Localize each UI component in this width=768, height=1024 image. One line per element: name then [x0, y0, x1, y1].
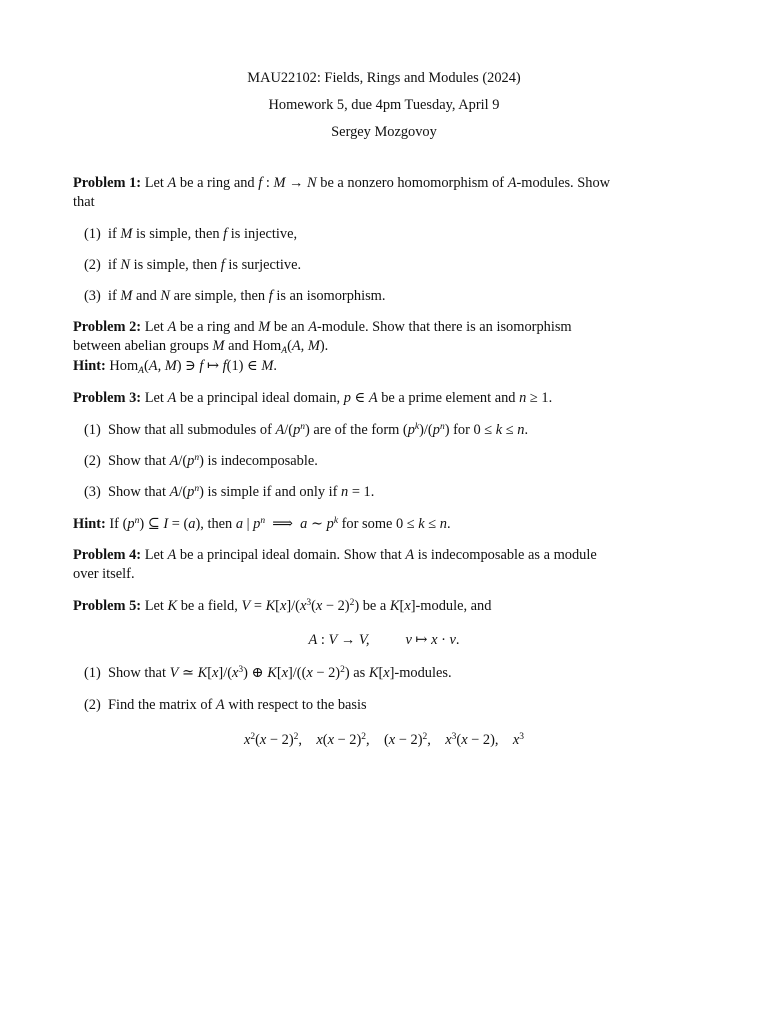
- problem-3-item-3: (3) Show that $A/(p^n)$ is simple if and only if n = 1.: [84, 484, 375, 500]
- problem-5-item-1: (1) Show that V ≃ $K[x]/(x^3)$ ⊕ $K[x]/((x - 2)^2)$ as K[x]-modules.: [84, 665, 452, 681]
- problem-2-statement: Problem 2: Let A be a ring and M be an A-module. Show that there is an isomorphism: [73, 319, 572, 335]
- author-name: Sergey Mozgovoy: [331, 124, 437, 140]
- problem-3-statement: Problem 3: Let A be a principal ideal domain, p ∈ A be a prime element and n ≥ 1.: [73, 390, 553, 406]
- problem-2-hint: Hint: Hom$_A$(A, M) ∋ f ↦ f(1) ∈ M.: [73, 358, 277, 376]
- problem-1-statement: Problem 1: Let A be a ring and f : M → N be a nonzero homomorphism of A-modules. Show: [73, 175, 611, 191]
- problem-5-operator: A : V → V, v ↦ x · v.: [308, 632, 460, 648]
- problem-3-item-2: (2) Show that $A/(p^n)$ is indecomposable.: [84, 453, 318, 469]
- problem-5-item-2: (2) Find the matrix of A with respect to the basis: [84, 697, 367, 713]
- problem-1-statement-cont: that: [73, 194, 95, 210]
- problem-1-label: Problem 1:: [73, 175, 142, 191]
- problem-4-statement: Problem 4: Let A be a principal ideal domain. Show that A is indecomposable as a module: [73, 547, 597, 563]
- problem-1-item-3: (3) if M and N are simple, then f is an isomorphism.: [84, 288, 386, 304]
- problem-1-item-2: (2) if N is simple, then f is surjective.: [84, 257, 302, 273]
- problem-5-basis: $x^2(x - 2)^2$, $x(x - 2)^2$, $(x - 2)^2$, $x^3(x - 2)$, $x^3$: [243, 732, 525, 748]
- problem-2-statement-cont: between abelian groups M and Hom$_A$(A, M).: [73, 338, 329, 356]
- problem-1-item-1: (1) if M is simple, then f is injective,: [84, 226, 298, 242]
- problem-3-item-1: (1) Show that all submodules of $A/(p^n)$ are of the form $(p^k)/(p^n)$ for 0 ≤ k ≤ n.: [84, 422, 529, 438]
- problem-5-statement: Problem 5: Let K be a field, $V = K[x]/(x^3(x - 2)^2)$ be a K[x]-module, and: [73, 598, 492, 614]
- homework-title: Homework 5, due 4pm Tuesday, April 9: [268, 97, 500, 113]
- problem-4-statement-cont: over itself.: [73, 566, 135, 582]
- problem-5-label: Problem 5:: [73, 598, 142, 614]
- hint-label: Hint:: [73, 358, 106, 374]
- course-title: MAU22102: Fields, Rings and Modules (2024): [247, 70, 521, 86]
- problem-3-hint: Hint: If $(p^n)$ ⊆ I = (a), then a | $p^n$ ⟹ a ∼ $p^k$ for some 0 ≤ k ≤ n.: [73, 516, 451, 532]
- problem-4-label: Problem 4:: [73, 547, 142, 563]
- problem-3-label: Problem 3:: [73, 390, 142, 406]
- problem-2-label: Problem 2:: [73, 319, 142, 335]
